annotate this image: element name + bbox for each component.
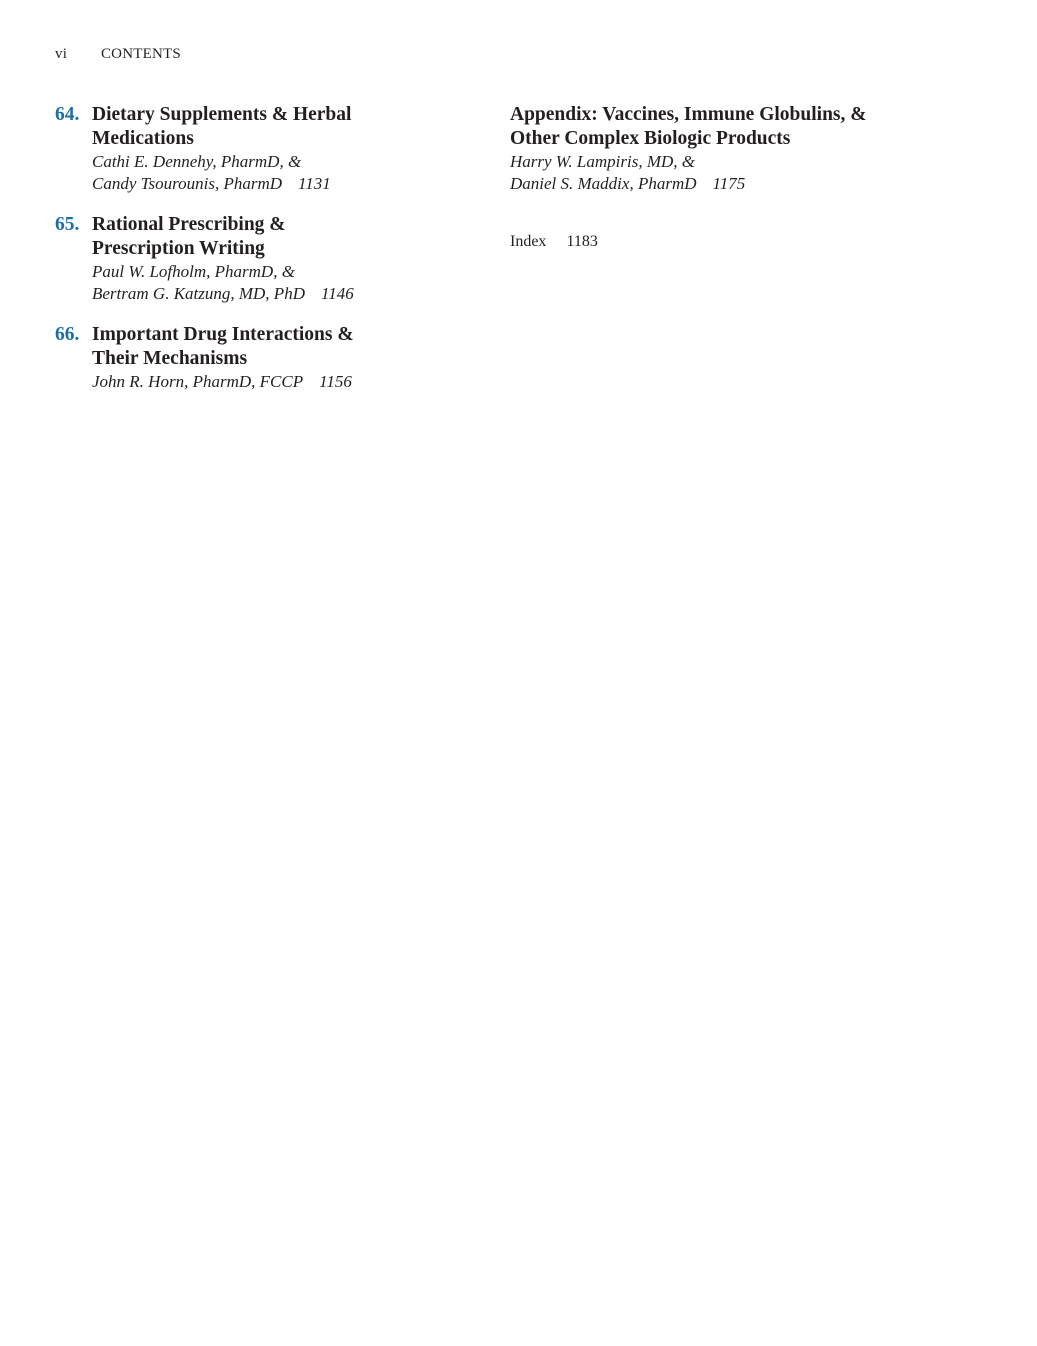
toc-entry-64[interactable] (55, 103, 455, 195)
chapter-authors (92, 371, 455, 393)
chapter-title-line: Prescription Writing (92, 238, 265, 259)
running-head-section: CONTENTS (100, 46, 181, 62)
toc-entry-appendix[interactable] (510, 103, 930, 195)
page-number: 1146 (320, 284, 354, 303)
appendix-title (510, 103, 930, 151)
chapter-title (92, 323, 455, 371)
chapter-title-line: Rational Prescribing & (92, 214, 286, 235)
author-line (510, 173, 930, 195)
chapter-authors (92, 261, 455, 305)
chapter-number: 64. (55, 104, 80, 125)
index-label: Index (510, 233, 547, 250)
toc-entry-66[interactable] (55, 323, 455, 393)
author-line (92, 173, 455, 195)
chapter-title-line: Important Drug Interactions & (92, 324, 354, 345)
author-name: Bertram G. Katzung, MD, PhD (92, 284, 305, 303)
page-number: 1131 (298, 174, 331, 193)
chapter-number: 65. (55, 214, 80, 235)
chapter-title-line: Their Mechanisms (92, 348, 248, 369)
contents-left-column (55, 103, 455, 411)
running-head (55, 46, 181, 63)
author-line: Harry W. Lampiris, MD, & (510, 152, 695, 171)
chapter-title (92, 103, 455, 151)
author-name: Daniel S. Maddix, PharmD (510, 174, 697, 193)
page-number: 1175 (712, 174, 746, 193)
toc-entry-65[interactable] (55, 213, 455, 305)
author-line: Cathi E. Dennehy, PharmD, & (92, 152, 302, 171)
chapter-authors (92, 151, 455, 195)
appendix-authors (510, 151, 930, 195)
page-number: 1183 (566, 233, 598, 250)
author-line: Paul W. Lofholm, PharmD, & (92, 262, 295, 281)
page-folio: vi (55, 46, 68, 62)
toc-entry-index[interactable] (510, 231, 930, 253)
appendix-title-line: Other Complex Biologic Products (510, 128, 791, 149)
contents-right-column (510, 103, 930, 253)
author-name: John R. Horn, PharmD, FCCP (92, 372, 304, 391)
chapter-number: 66. (55, 324, 80, 345)
author-line (92, 371, 455, 393)
author-line (92, 283, 455, 305)
appendix-title-line: Appendix: Vaccines, Immune Globulins, & (510, 104, 867, 125)
chapter-title (92, 213, 455, 261)
author-name: Candy Tsourounis, PharmD (92, 174, 283, 193)
chapter-title-line: Dietary Supplements & Herbal (92, 104, 352, 125)
page-number: 1156 (319, 372, 352, 391)
chapter-title-line: Medications (92, 128, 194, 149)
